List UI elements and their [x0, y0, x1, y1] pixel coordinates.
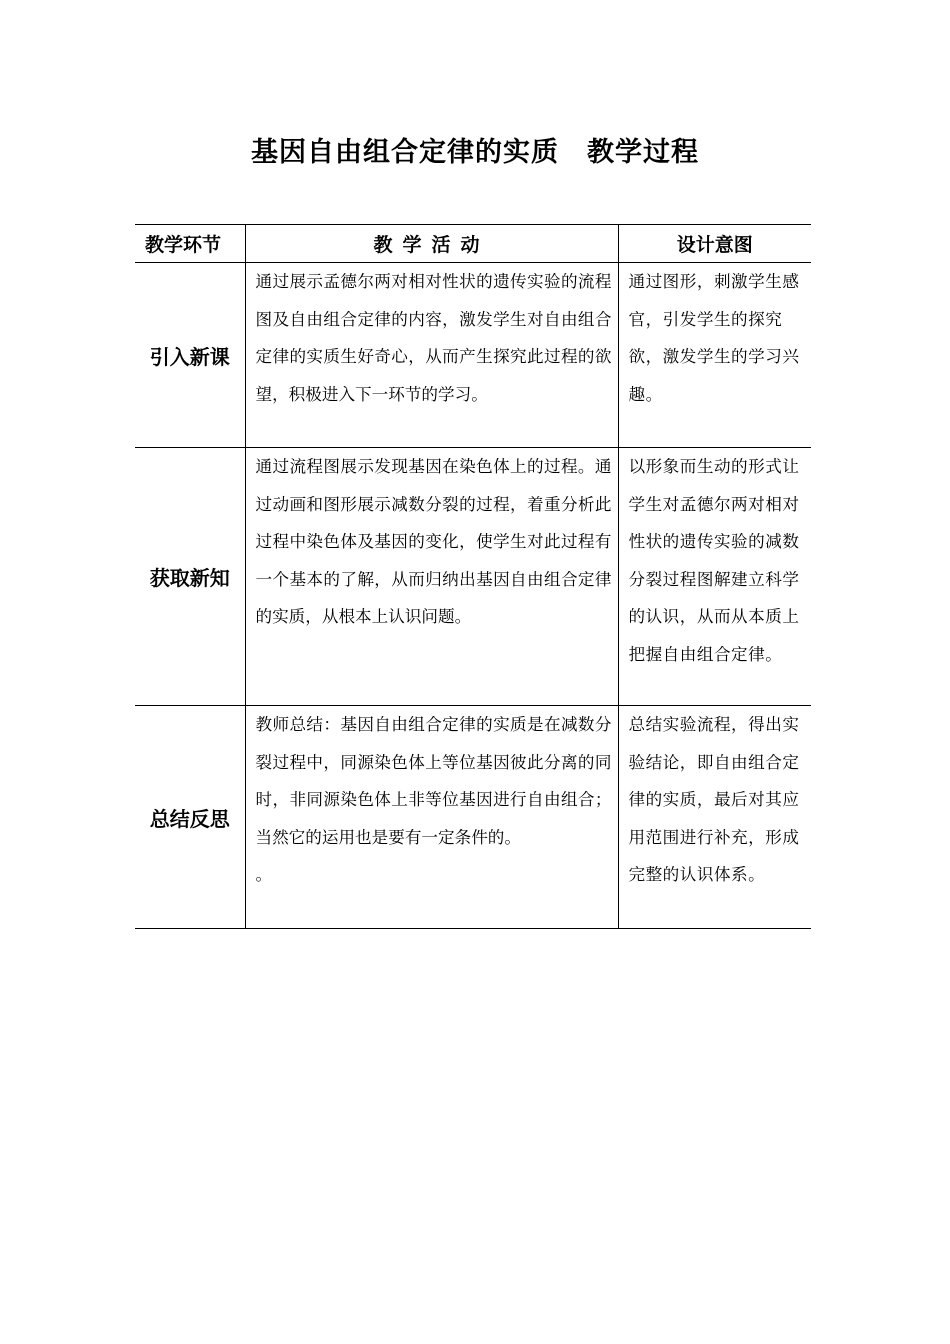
- activity-trailing-mark: 。: [255, 865, 273, 884]
- teaching-process-table: [135, 224, 811, 929]
- table-header-row: [135, 225, 811, 263]
- table-row: [135, 706, 811, 929]
- table-row: [135, 448, 811, 706]
- page-title: 基因自由组合定律的实质 教学过程: [251, 137, 699, 168]
- header-stage: 教学环节: [145, 234, 222, 256]
- stage-cell: 获取新知: [149, 566, 230, 590]
- intent-cell: 通过图形，刺激学生感官，引发学生的探究欲，激发学生的学习兴趣。: [618, 263, 811, 448]
- table-row: [135, 263, 811, 448]
- stage-cell: 总结反思: [149, 806, 230, 831]
- header-intent: 设计意图: [618, 225, 811, 263]
- activity-cell: [245, 706, 618, 929]
- stage-cell: 引入新课: [149, 344, 230, 369]
- activity-cell: 通过流程图展示发现基因在染色体上的过程。通过动画和图形展示减数分裂的过程，着重分析此过程中染色体及基因的变化，使学生对此过程有一个基本的了解，从而归纳出基因自由组合定律的实质，从根本上认识问题。: [245, 448, 618, 706]
- header-activity: 教学活动: [245, 225, 618, 263]
- activity-text: 教师总结：基因自由组合定律的实质是在减数分裂过程中，同源染色体上等位基因彼此分离的同时，非同源染色体上非等位基因进行自由组合；当然它的运用也是要有一定条件的。: [255, 715, 612, 847]
- activity-cell: 通过展示孟德尔两对相对性状的遗传实验的流程图及自由组合定律的内容，激发学生对自由组合定律的实质生好奇心，从而产生探究此过程的欲望，积极进入下一环节的学习。: [245, 263, 618, 448]
- intent-cell: 总结实验流程，得出实验结论，即自由组合定律的实质，最后对其应用范围进行补充，形成完整的认识体系。: [618, 706, 811, 929]
- intent-cell: 以形象而生动的形式让学生对孟德尔两对相对性状的遗传实验的减数分裂过程图解建立科学的认识，从而从本质上把握自由组合定律。: [618, 448, 811, 706]
